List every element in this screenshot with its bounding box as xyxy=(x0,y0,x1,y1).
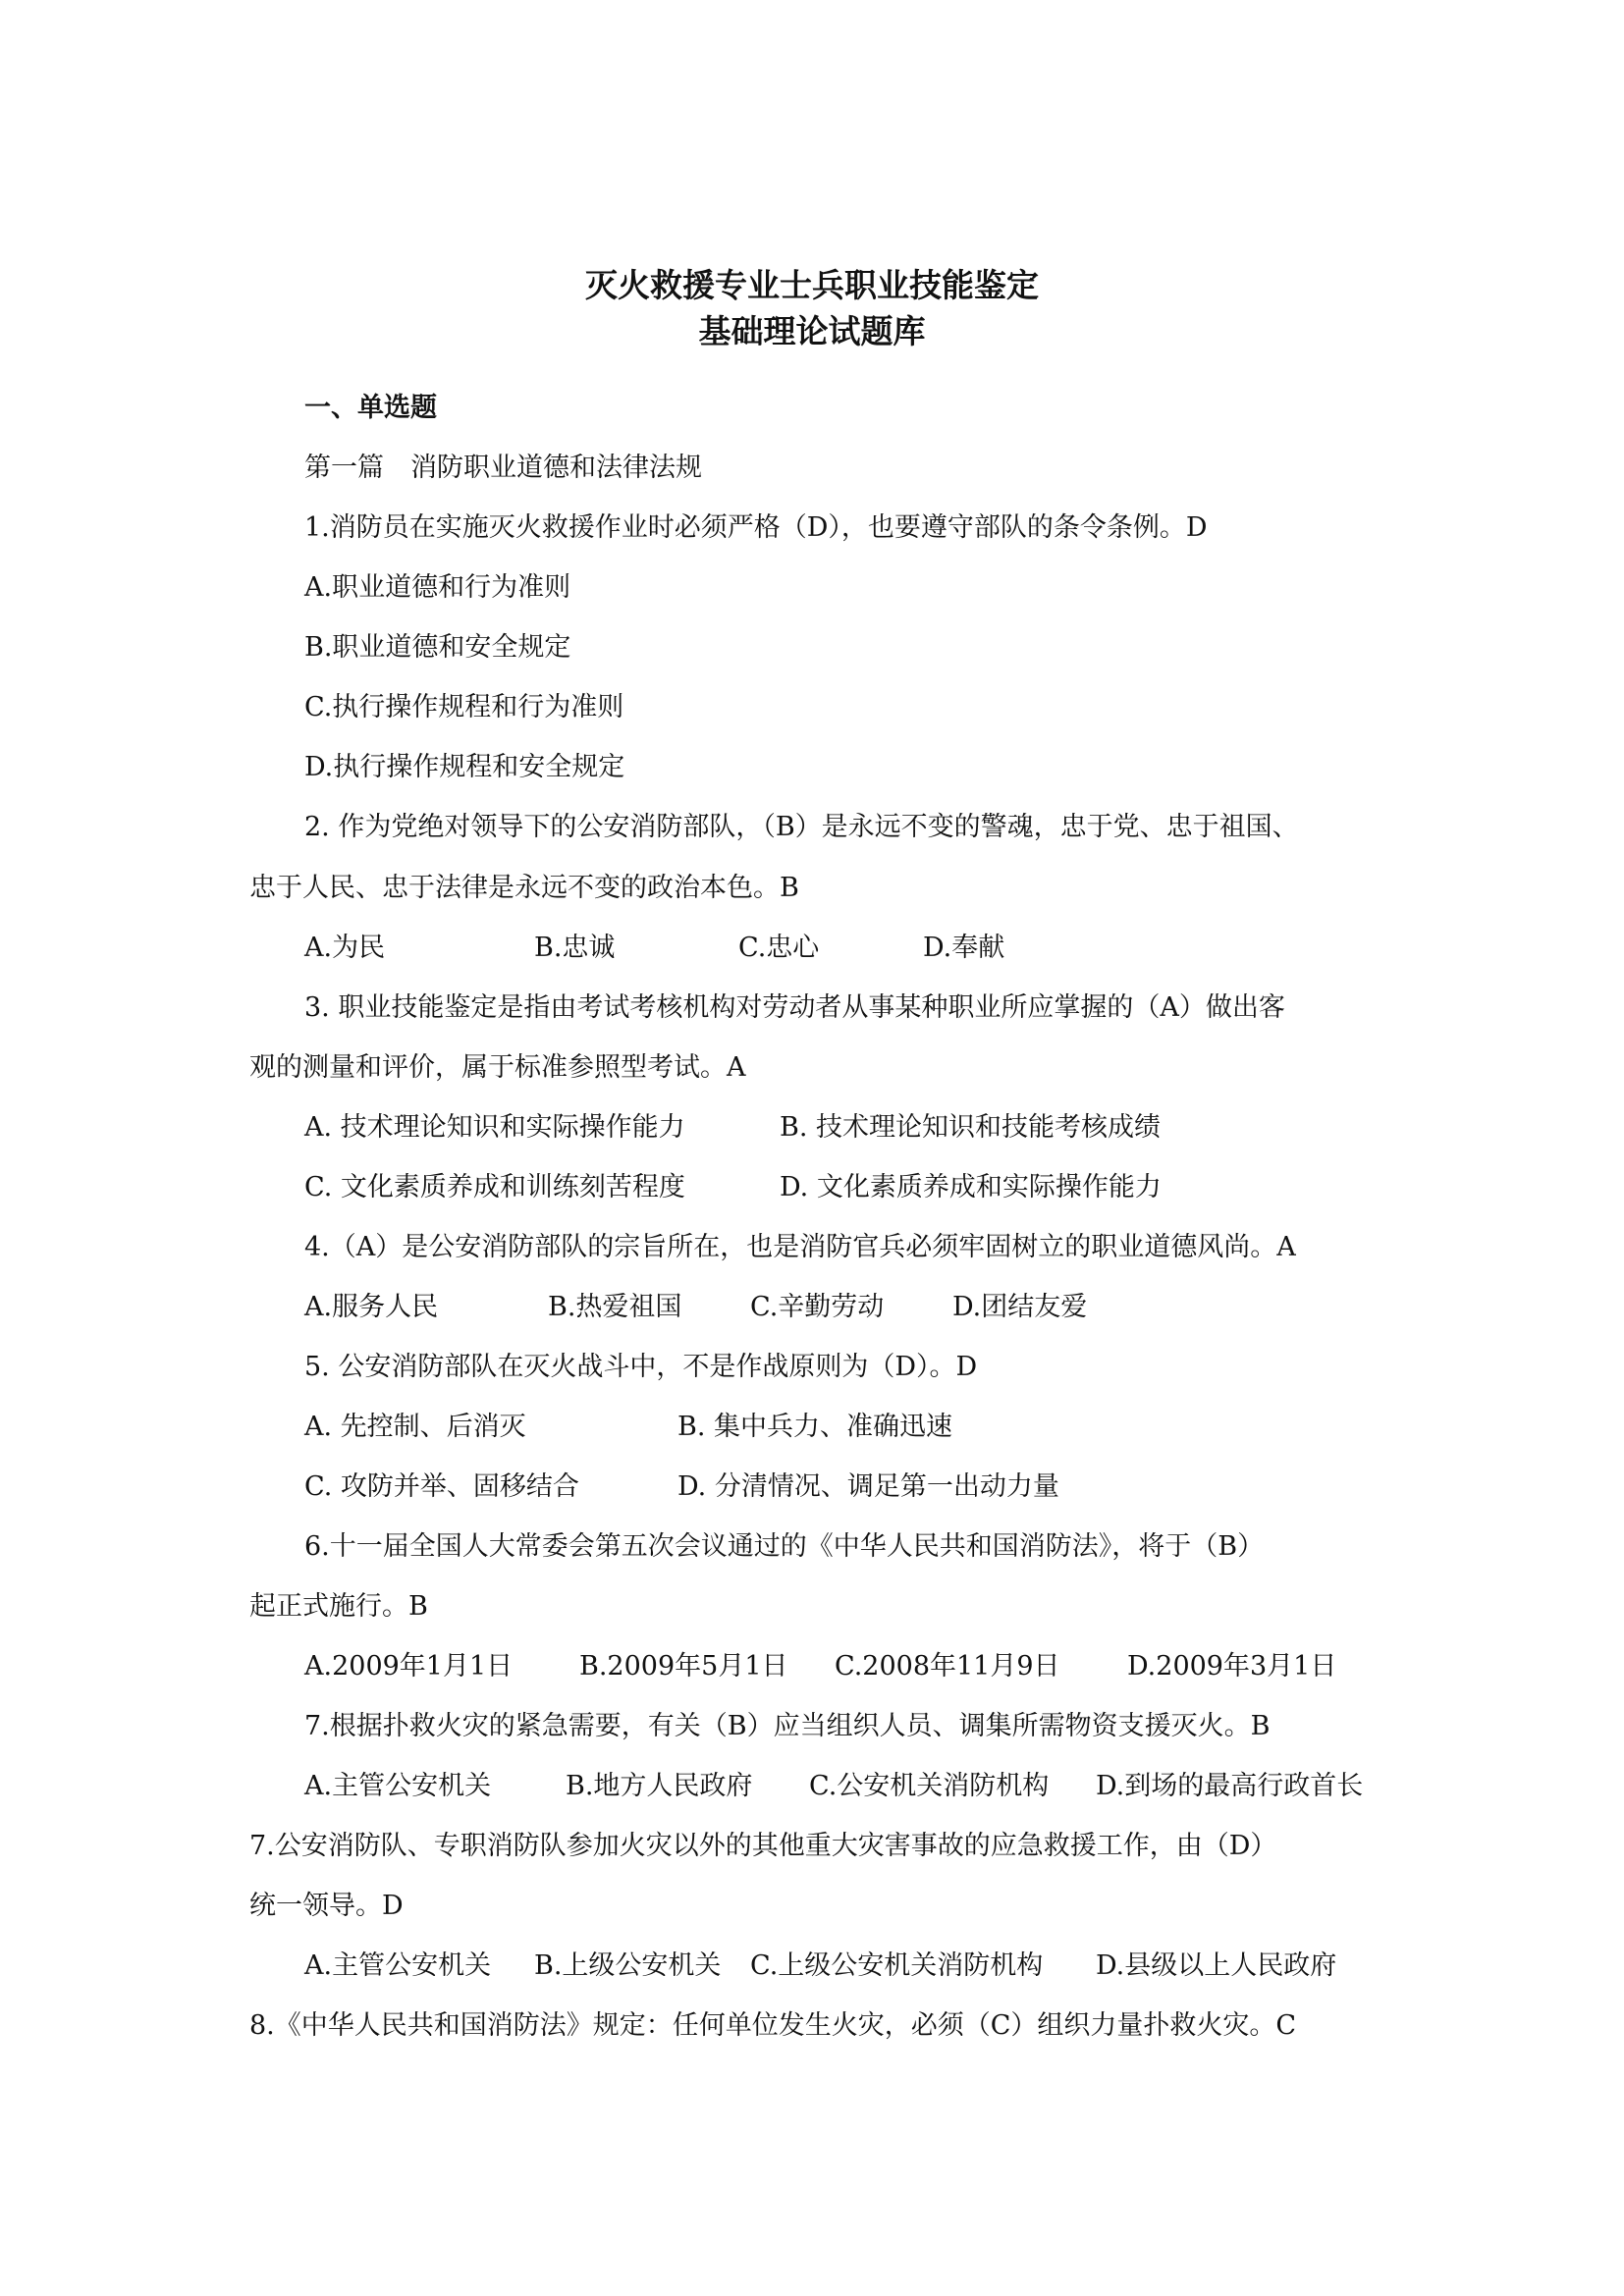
option: B. 技术理论知识和技能考核成绩 xyxy=(780,1112,1162,1143)
question-stem: 4.（A）是公安消防部队的宗旨所在，也是消防官兵必须牢固树立的职业道德风尚。A xyxy=(304,1232,1296,1262)
option: A.服务人民 xyxy=(304,1292,439,1322)
option: A.主管公安机关 xyxy=(304,1950,492,1981)
question-stem: 8.《中华人民共和国消防法》规定：任何单位发生火灾，必须（C）组织力量扑救火灾。C xyxy=(249,2010,1297,2041)
question-stem: 3. 职业技能鉴定是指由考试考核机构对劳动者从事某种职业所应掌握的（A）做出客 xyxy=(304,992,1285,1023)
option: B.上级公安机关 xyxy=(534,1950,722,1981)
option: A.2009年1月1日 xyxy=(304,1651,514,1682)
option: C.2008年11月9日 xyxy=(835,1651,1060,1682)
question-stem: 5. 公安消防部队在灭火战斗中，不是作战原则为（D）。D xyxy=(304,1352,978,1382)
option: B.2009年5月1日 xyxy=(579,1651,788,1682)
chapter-heading: 第一篇 消防职业道德和法律法规 xyxy=(304,453,702,483)
document-title: 灭火救援专业士兵职业技能鉴定 xyxy=(585,266,1039,304)
option: B.地方人民政府 xyxy=(566,1771,753,1801)
section-heading: 一、单选题 xyxy=(304,393,437,423)
question-stem: 7.根据扑救火灾的紧急需要，有关（B）应当组织人员、调集所需物资支援灭火。B xyxy=(304,1711,1271,1741)
option: D.奉献 xyxy=(923,933,1005,963)
question-stem-continued: 忠于人民、忠于法律是永远不变的政治本色。B xyxy=(249,873,799,903)
option: A.主管公安机关 xyxy=(304,1771,492,1801)
option: B. 集中兵力、准确迅速 xyxy=(677,1412,953,1442)
option: D.2009年3月1日 xyxy=(1127,1651,1337,1682)
option: A. 先控制、后消灭 xyxy=(304,1412,526,1442)
question-stem-continued: 观的测量和评价，属于标准参照型考试。A xyxy=(249,1052,746,1083)
option: D. 文化素质养成和实际操作能力 xyxy=(780,1172,1162,1202)
option: A.为民 xyxy=(304,933,386,963)
option: D.团结友爱 xyxy=(952,1292,1088,1322)
option: C.忠心 xyxy=(738,933,820,963)
option: B.忠诚 xyxy=(534,933,616,963)
option: B.职业道德和安全规定 xyxy=(304,632,571,663)
option: A.职业道德和行为准则 xyxy=(304,572,571,603)
option: C. 文化素质养成和训练刻苦程度 xyxy=(304,1172,685,1202)
option: B.热爱祖国 xyxy=(548,1292,682,1322)
question-stem: 2. 作为党绝对领导下的公安消防部队，（B）是永远不变的警魂，忠于党、忠于祖国、 xyxy=(304,812,1299,842)
option: D.到场的最高行政首长 xyxy=(1096,1771,1364,1801)
option: D.执行操作规程和安全规定 xyxy=(304,752,625,782)
option: C.执行操作规程和行为准则 xyxy=(304,692,624,722)
document-subtitle: 基础理论试题库 xyxy=(698,312,926,350)
option: C.上级公安机关消防机构 xyxy=(750,1950,1044,1981)
option: A. 技术理论知识和实际操作能力 xyxy=(304,1112,685,1143)
option: D. 分清情况、调足第一出动力量 xyxy=(677,1471,1059,1502)
question-stem-continued: 统一领导。D xyxy=(249,1891,404,1921)
option: C.辛勤劳动 xyxy=(750,1292,885,1322)
question-stem: 7.公安消防队、专职消防队参加火灾以外的其他重大灾害事故的应急救援工作，由（D） xyxy=(249,1831,1277,1861)
option: C. 攻防并举、固移结合 xyxy=(304,1471,579,1502)
option: D.县级以上人民政府 xyxy=(1096,1950,1337,1981)
question-stem: 1.消防员在实施灭火救援作业时必须严格（D），也要遵守部队的条令条例。D xyxy=(304,512,1208,543)
option: C.公安机关消防机构 xyxy=(809,1771,1050,1801)
question-stem: 6.十一届全国人大常委会第五次会议通过的《中华人民共和国消防法》，将于（B） xyxy=(304,1531,1265,1562)
question-stem-continued: 起正式施行。B xyxy=(249,1591,428,1622)
